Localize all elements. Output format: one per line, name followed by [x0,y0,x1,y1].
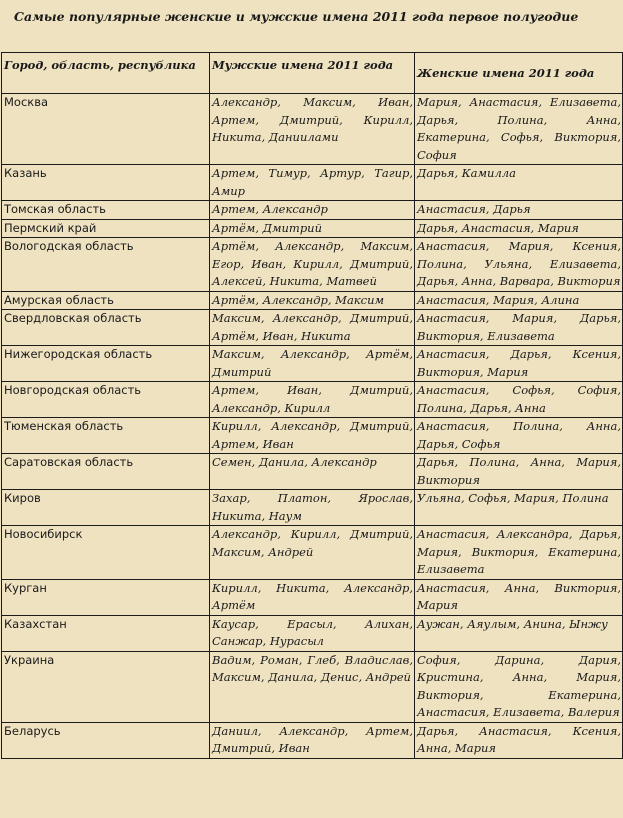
male-names-cell: Артем, Александр [210,201,415,220]
male-names-cell: Артём, Александр, Максим [210,291,415,310]
table-row [2,201,623,220]
male-names-cell: Семен, Данила, Александр [210,454,415,490]
table-row [2,291,623,310]
male-names-cell: Александр, Максим, Иван, Артем, Дмитрий, Кирилл, Никита, Даниилами [210,94,415,165]
female-names-cell: Анастасия, Полина, Анна, Дарья, Софья [415,418,623,454]
male-names-cell: Захар, Платон, Ярослав, Никита, Наум [210,490,415,526]
female-names-cell: Дарья, Анастасия, Мария [415,219,623,238]
city-cell: Пермский край [2,219,210,238]
city-cell: Свердловская область [2,310,210,346]
male-names-cell: Максим, Александр, Дмитрий, Артём, Иван, Никита [210,310,415,346]
city-cell: Новосибирск [2,526,210,580]
female-names-cell: Дарья, Полина, Анна, Мария, Виктория [415,454,623,490]
male-names-cell: Кирилл, Никита, Александр, Артём [210,579,415,615]
table-row [2,346,623,382]
male-names-cell: Даниил, Александр, Артем, Дмитрий, Иван [210,722,415,758]
male-names-cell: Артем, Иван, Дмитрий, Александр, Кирилл [210,382,415,418]
city-cell: Казань [2,165,210,201]
female-names-cell: Анастасия, Мария, Ксения, Полина, Ульяна, Елизавета, Дарья, Анна, Варвара, Виктория [415,238,623,292]
female-names-cell: Дарья, Анастасия, Ксения, Анна, Мария [415,722,623,758]
female-names-cell: Анастасия, Софья, София, Полина, Дарья, Анна [415,382,623,418]
table-header-row [2,53,623,94]
city-cell: Амурская область [2,291,210,310]
female-names-cell: Ульяна, Софья, Мария, Полина [415,490,623,526]
table-body [2,94,623,759]
table-row [2,165,623,201]
table-row [2,418,623,454]
city-cell: Беларусь [2,722,210,758]
female-names-cell: София, Дарина, Дария, Кристина, Анна, Мария, Виктория, Екатерина, Анастасия, Елизавета, Валерия [415,651,623,722]
female-names-cell: Анастасия, Мария, Алина [415,291,623,310]
table-row [2,94,623,165]
city-cell: Киров [2,490,210,526]
page-title: Самые популярные женские и мужские имена 2011 года первое полугодие [14,9,579,24]
female-names-cell: Анастасия, Анна, Виктория, Мария [415,579,623,615]
male-names-cell: Артём, Александр, Максим, Егор, Иван, Кирилл, Дмитрий, Алексей, Никита, Матвей [210,238,415,292]
city-cell: Тюменская область [2,418,210,454]
city-cell: Новгородская область [2,382,210,418]
table-row [2,219,623,238]
header-city: Город, область, республика [2,53,210,94]
female-names-cell: Дарья, Камилла [415,165,623,201]
city-cell: Нижегородская область [2,346,210,382]
female-names-cell: Анастасия, Дарья [415,201,623,220]
header-female: Женские имена 2011 года [415,53,623,94]
male-names-cell: Артем, Тимур, Артур, Тагир, Амир [210,165,415,201]
table-row [2,382,623,418]
table-row [2,454,623,490]
city-cell: Курган [2,579,210,615]
city-cell: Вологодская область [2,238,210,292]
female-names-cell: Анастасия, Мария, Дарья, Виктория, Елизавета [415,310,623,346]
female-names-cell: Анастасия, Дарья, Ксения, Виктория, Мария [415,346,623,382]
table-row [2,651,623,722]
city-cell: Казахстан [2,615,210,651]
city-cell: Украина [2,651,210,722]
male-names-cell: Кирилл, Александр, Дмитрий, Артем, Иван [210,418,415,454]
table-row [2,579,623,615]
table-row [2,490,623,526]
city-cell: Саратовская область [2,454,210,490]
header-male: Мужские имена 2011 года [210,53,415,94]
table-row [2,722,623,758]
names-table [1,52,623,759]
male-names-cell: Вадим, Роман, Глеб, Владислав, Максим, Данила, Денис, Андрей [210,651,415,722]
table-row [2,526,623,580]
table-row [2,238,623,292]
table-row [2,615,623,651]
city-cell: Томская область [2,201,210,220]
male-names-cell: Каусар, Ерасыл, Алихан, Санжар, Нурасыл [210,615,415,651]
female-names-cell: Анастасия, Александра, Дарья, Мария, Виктория, Екатерина, Елизавета [415,526,623,580]
city-cell: Москва [2,94,210,165]
male-names-cell: Александр, Кирилл, Дмитрий, Максим, Андрей [210,526,415,580]
male-names-cell: Артём, Дмитрий [210,219,415,238]
female-names-cell: Мария, Анастасия, Елизавета, Дарья, Полина, Анна, Екатерина, Софья, Виктория, София [415,94,623,165]
female-names-cell: Аужан, Аяулым, Анина, Ынжу [415,615,623,651]
male-names-cell: Максим, Александр, Артём, Дмитрий [210,346,415,382]
table-row [2,310,623,346]
